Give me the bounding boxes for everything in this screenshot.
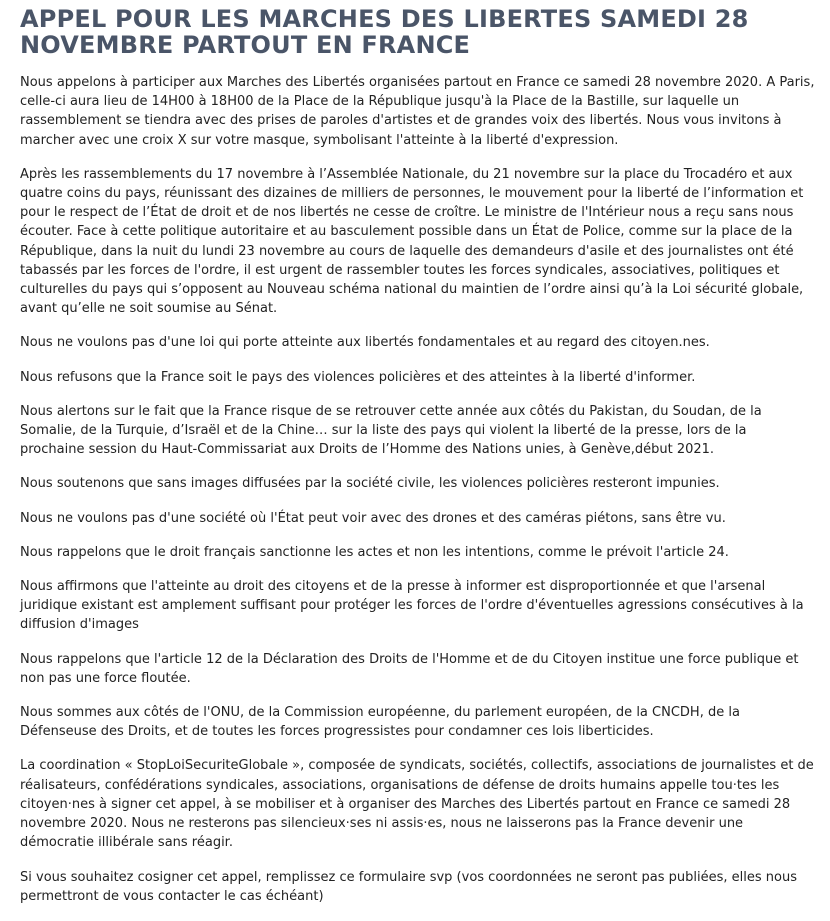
paragraph-context: Après les rassemblements du 17 novembre à l’Assemblée Nationale, du 21 novembre sur la place du Trocadéro et aux quatre coins du pays, réunissant des dizaines de milliers de personnes, le mouvement pour la liberté de l’information et pour le respect de l’État de droit et de nos libertés ne cesse de croître. Le ministre de l'Intérieur nous a reçu sans nous écouter. Face à cette politique autoritaire et au basculement possible dans un État de Police, comme sur la place de la République, dans la nuit du lundi 23 novembre au cours de laquelle des demandeurs d'asile et des journalistes ont été tabassés par les forces de l'ordre, il est urgent de rassembler toutes les forces syndicales, associatives, politiques et culturelles du pays qui s’opposent au Nouveau schéma national du maintien de l’ordre ainsi qu’à la Loi sécurité globale, avant qu’elle ne soit soumise au Sénat.: [20, 166, 804, 317]
paragraph-intro: Nous appelons à participer aux Marches des Libertés organisées partout en France ce samedi 28 novembre 2020. A Paris, celle-ci aura lieu de 14H00 à 18H00 de la Place de la République jusqu'à la Place de la Bastille, sur laquelle un rassemblement se tiendra avec des prises de paroles d'artistes et de grandes voix des libertés. Nous vous invitons à marcher avec une croix X sur votre masque, symbolisant l'atteinte à la liberté d'expression.: [20, 75, 815, 148]
paragraph-drones: Nous ne voulons pas d'une société où l'État peut voir avec des drones et des caméras piétons, sans être vu.: [20, 510, 726, 526]
paragraph-onu: Nous sommes aux côtés de l'ONU, de la Commission européenne, du parlement européen, de la CNCDH, de la Défenseuse des Droits, et de toutes les forces progressistes pour condamner ces lois liberticides.: [20, 705, 740, 740]
paragraph-alerte: Nous alertons sur le fait que la France risque de se retrouver cette année aux côtés du Pakistan, du Soudan, de la Somalie, de la Turquie, d’Israël et de la Chine… sur la liste des pays qui violent la liberté de la presse, lors de la prochaine session du Haut-Commissariat aux Droits de l’Homme des Nations unies, à Genève,début 2021.: [20, 403, 762, 458]
paragraph-coordination: La coordination « StopLoiSecuriteGlobale », composée de syndicats, sociétés, collectifs, associations de journalistes et de réalisateurs, confédérations syndicales, associations, organisations de défense de droits humains appelle tou·tes les citoyen·nes à signer cet appel, à se mobiliser et à organiser des Marches des Libertés partout en France ce samedi 28 novembre 2020. Nous ne resterons pas silencieux·ses ni assis·es, nous ne laisserons pas la France devenir une démocratie illibérale sans réagir.: [20, 758, 814, 851]
paragraph-refus: Nous refusons que la France soit le pays des violences policières et des atteintes à la liberté d'informer.: [20, 369, 696, 385]
paragraph-atteinte: Nous affirmons que l'atteinte au droit des citoyens et de la presse à informer est disproportionnée et que l'arsenal juridique existant est amplement suffisant pour protéger les forces de l'ordre d'éventuelles agressions consécutives à la diffusion d'images: [20, 579, 804, 633]
paragraph-cosigner: Si vous souhaitez cosigner cet appel, remplissez ce formulaire svp (vos coordonnées ne seront pas publiées, elles nous permettront de vous contacter le cas échéant): [20, 869, 798, 904]
article-content: [20, 6, 815, 921]
paragraph-article-12: Nous rappelons que l'article 12 de la Déclaration des Droits de l'Homme et de du Citoyen institue une force publique et non pas une force floutée.: [20, 651, 799, 686]
paragraph-images: Nous soutenons que sans images diffusées par la société civile, les violences policières resteront impunies.: [20, 476, 720, 492]
paragraph-loi: Nous ne voulons pas d'une loi qui porte atteinte aux libertés fondamentales et au regard des citoyen.nes.: [20, 335, 710, 351]
paragraph-article-24: Nous rappelons que le droit français sanctionne les actes et non les intentions, comme le prévoit l'article 24.: [20, 544, 729, 560]
page-title: APPEL POUR LES MARCHES DES LIBERTES SAMEDI 28 NOVEMBRE PARTOUT EN FRANCE: [20, 5, 749, 59]
